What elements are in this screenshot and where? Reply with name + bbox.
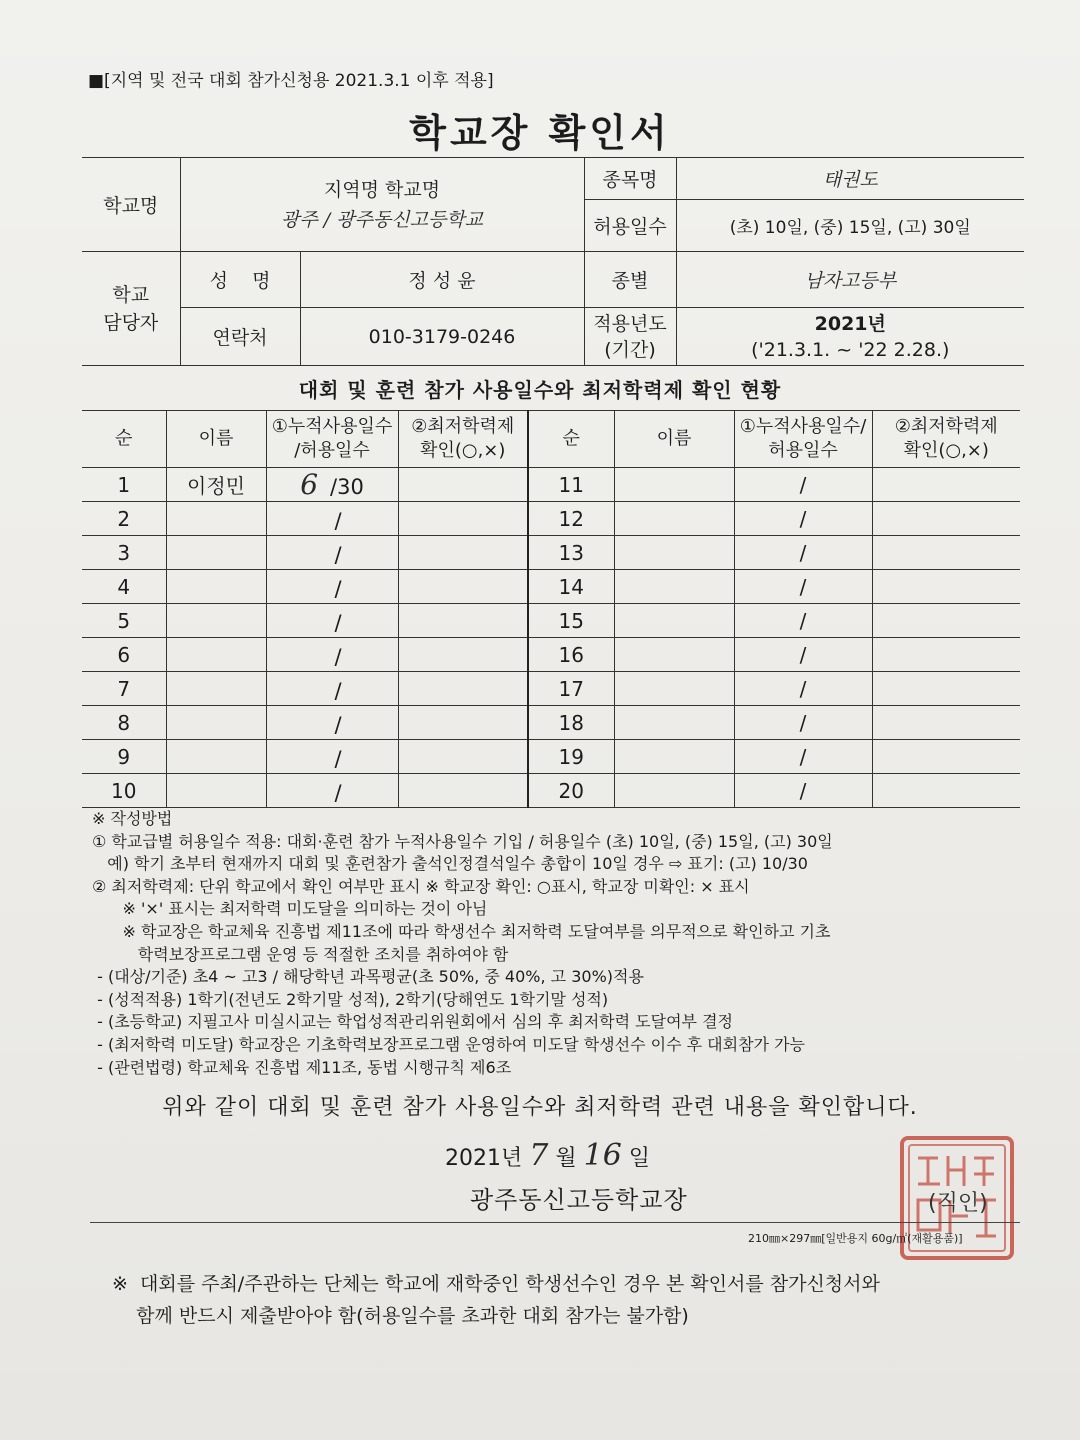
- row-days: [266, 706, 398, 740]
- table-row: [82, 638, 1020, 672]
- allowed-days-separator: /: [334, 543, 342, 567]
- row-name-right: [614, 502, 734, 536]
- row-days-right: /: [734, 468, 872, 502]
- seal-label: (직인): [928, 1191, 988, 1216]
- row-no-right: 14: [528, 570, 614, 604]
- confirm-text: 위와 같이 대회 및 훈련 참가 사용일수와 최저학력 관련 내용을 확인합니다.: [162, 1095, 918, 1120]
- paper-size-note: 210㎜×297㎜[일반용지 60g/㎡(재활용품)]: [748, 1232, 963, 1245]
- row-check-right: [872, 468, 1020, 502]
- name-value: 정 성 윤: [300, 252, 584, 308]
- table-row: [82, 672, 1020, 706]
- allowed-days-separator: /: [334, 679, 342, 703]
- sport-value: 태권도: [676, 158, 1024, 200]
- row-name-right: [614, 604, 734, 638]
- row-days-right: /: [734, 502, 872, 536]
- row-days: [266, 638, 398, 672]
- date-line: [445, 1138, 650, 1173]
- allowed-days-separator: /: [334, 611, 342, 635]
- row-no: 3: [82, 536, 166, 570]
- row-no: 10: [82, 774, 166, 808]
- date-day: 16: [583, 1138, 622, 1173]
- instructions: [92, 808, 1052, 1079]
- allowed-days-separator: /: [334, 509, 342, 533]
- instruction-line: ① 학교급별 허용일수 적용: 대회·훈련 참가 누적사용일수 기입 / 허용일수 (초) 10일, (중) 15일, (고) 30일: [92, 831, 833, 851]
- school-label: 학교명: [82, 158, 180, 252]
- instruction-line: - (초등학교) 지필고사 미실시교는 학업성적관리위원회에서 심의 후 최저학력 도달여부 결정: [92, 1012, 733, 1032]
- instruction-line: ※ '×' 표시는 최저학력 미도달을 의미하는 것이 아님: [92, 899, 488, 919]
- row-check-right: [872, 604, 1020, 638]
- section-title: 대회 및 훈련 참가 사용일수와 최저학력제 확인 현황: [298, 378, 782, 402]
- instruction-line: ※ 학교장은 학교체육 진흥법 제11조에 따라 학생선수 최저학력 도달여부를 의무적으로 확인하고 기초: [92, 921, 831, 941]
- allowed-days-separator: /: [334, 781, 342, 805]
- year-label: 적용년도 (기간): [584, 308, 676, 366]
- row-name: [166, 774, 266, 808]
- row-no-right: 13: [528, 536, 614, 570]
- table-row: [82, 604, 1020, 638]
- col-header-no: 순: [82, 411, 166, 468]
- school-value: 광주 / 광주동신고등학교: [280, 208, 484, 231]
- row-days-right: /: [734, 638, 872, 672]
- col-header-days: ①누적사용일수 /허용일수: [266, 411, 398, 468]
- row-days: [266, 570, 398, 604]
- row-days: [266, 740, 398, 774]
- row-name-right: [614, 740, 734, 774]
- row-name-right: [614, 536, 734, 570]
- allowed-days-separator: /30: [330, 475, 364, 499]
- row-days: [266, 672, 398, 706]
- col-header-name-right: 이름: [614, 411, 734, 468]
- allowed-days-separator: /: [334, 747, 342, 771]
- row-check: [398, 536, 528, 570]
- row-no-right: 20: [528, 774, 614, 808]
- manager-label: 학교 담당자: [82, 252, 180, 366]
- row-name-right: [614, 706, 734, 740]
- instruction-line: - (대상/기준) 초4 ~ 고3 / 해당학년 과목평균(초 50%, 중 40%, 고 30%)적용: [92, 967, 644, 987]
- row-no-right: 16: [528, 638, 614, 672]
- col-header-name: 이름: [166, 411, 266, 468]
- row-check: [398, 502, 528, 536]
- instruction-line: ② 최저학력제: 단위 학교에서 확인 여부만 표시 ※ 학교장 확인: ○표시, 학교장 미확인: × 표시: [92, 876, 750, 896]
- contact-value: 010-3179-0246: [300, 308, 584, 366]
- info-table: [82, 157, 1024, 366]
- row-days-right: /: [734, 740, 872, 774]
- row-check: [398, 672, 528, 706]
- row-name: [166, 502, 266, 536]
- category-label: 종별: [584, 252, 676, 308]
- row-check-right: [872, 740, 1020, 774]
- row-check-right: [872, 706, 1020, 740]
- footer-line: ※ 대회를 주최/주관하는 단체는 학교에 재학중인 학생선수인 경우 본 확인서를 참가신청서와: [112, 1273, 880, 1295]
- instruction-line: 학력보장프로그램 운영 등 적절한 조치를 취하여야 함: [92, 944, 509, 964]
- footer-note: [112, 1268, 1012, 1332]
- row-name-right: [614, 672, 734, 706]
- row-check: [398, 774, 528, 808]
- row-no: 1: [82, 468, 166, 502]
- page-title: 학교장 확인서: [409, 111, 671, 155]
- row-name: [166, 740, 266, 774]
- row-name: 이정민: [166, 468, 266, 502]
- col-header-check: ②최저학력제 확인(○,×): [398, 411, 528, 468]
- row-no: 4: [82, 570, 166, 604]
- row-days: [266, 502, 398, 536]
- footer-line: 함께 반드시 제출받아야 함(허용일수를 초과한 대회 참가는 불가함): [112, 1305, 689, 1327]
- contact-label: 연락처: [180, 308, 300, 366]
- row-days-right: /: [734, 536, 872, 570]
- table-row: [82, 502, 1020, 536]
- col-header-check-right: ②최저학력제 확인(○,×): [872, 411, 1020, 468]
- table-row: [82, 536, 1020, 570]
- row-no-right: 12: [528, 502, 614, 536]
- participant-table: [82, 410, 1020, 808]
- row-name-right: [614, 570, 734, 604]
- date-day-label: 일: [628, 1146, 651, 1171]
- row-check-right: [872, 774, 1020, 808]
- row-name: [166, 672, 266, 706]
- row-days-right: /: [734, 706, 872, 740]
- row-days-right: /: [734, 672, 872, 706]
- row-days: [266, 604, 398, 638]
- name-label: 성 명: [180, 252, 300, 308]
- sport-label: 종목명: [584, 158, 676, 200]
- row-no-right: 18: [528, 706, 614, 740]
- row-no: 6: [82, 638, 166, 672]
- instruction-line: - (관련법령) 학교체육 진흥법 제11조, 동법 시행규칙 제6조: [92, 1057, 512, 1077]
- used-days-value: 6: [300, 468, 319, 501]
- row-check: [398, 604, 528, 638]
- row-no: 8: [82, 706, 166, 740]
- table-row: [82, 706, 1020, 740]
- row-check-right: [872, 638, 1020, 672]
- instruction-line: - (최저학력 미도달) 학교장은 기초학력보장프로그램 운영하여 미도달 학생선수 이수 후 대회참가 가능: [92, 1034, 805, 1054]
- row-no-right: 15: [528, 604, 614, 638]
- row-name: [166, 570, 266, 604]
- principal-name: 광주동신고등학교장: [470, 1186, 688, 1214]
- instruction-line: - (성적적용) 1학기(전년도 2학기말 성적), 2학기(당해연도 1학기말 성적): [92, 989, 609, 1009]
- row-name: [166, 604, 266, 638]
- row-check-right: [872, 570, 1020, 604]
- row-no: 9: [82, 740, 166, 774]
- col-header-days-right: ①누적사용일수/ 허용일수: [734, 411, 872, 468]
- table-row: [82, 740, 1020, 774]
- allowed-days-separator: /: [334, 713, 342, 737]
- allowed-days-value: (초) 10일, (중) 15일, (고) 30일: [676, 200, 1024, 252]
- allowed-days-separator: /: [334, 645, 342, 669]
- row-days-right: /: [734, 774, 872, 808]
- row-name-right: [614, 774, 734, 808]
- date-month: 7: [529, 1138, 549, 1173]
- row-no: 5: [82, 604, 166, 638]
- row-days-right: /: [734, 570, 872, 604]
- row-check: [398, 570, 528, 604]
- row-days: [266, 536, 398, 570]
- school-cell: [180, 158, 584, 252]
- row-name: [166, 706, 266, 740]
- school-sub-label: 지역명 학교명: [323, 178, 441, 201]
- row-name: [166, 638, 266, 672]
- row-no: 7: [82, 672, 166, 706]
- header-note: ■[지역 및 전국 대회 참가신청용 2021.3.1 이후 적용]: [88, 71, 494, 91]
- row-days-right: /: [734, 604, 872, 638]
- row-no: 2: [82, 502, 166, 536]
- instruction-line: ※ 작성방법: [92, 809, 173, 828]
- divider-line: [90, 1222, 1020, 1223]
- row-check-right: [872, 672, 1020, 706]
- row-name-right: [614, 468, 734, 502]
- row-check: [398, 706, 528, 740]
- row-no-right: 19: [528, 740, 614, 774]
- period-value: ('21.3.1. ~ '22 2.28.): [751, 338, 950, 361]
- year-value: 2021년: [814, 312, 886, 335]
- category-value: 남자고등부: [676, 252, 1024, 308]
- row-check: [398, 468, 528, 502]
- row-check-right: [872, 536, 1020, 570]
- instruction-line: 예) 학기 초부터 현재까지 대회 및 훈련참가 출석인정결석일수 총합이 10일 경우 ⇨ 표기: (고) 10/30: [92, 854, 808, 874]
- date-month-label: 월: [555, 1146, 577, 1171]
- row-no-right: 11: [528, 468, 614, 502]
- row-days: [266, 774, 398, 808]
- row-check: [398, 740, 528, 774]
- row-check: [398, 638, 528, 672]
- allowed-days-label: 허용일수: [584, 200, 676, 252]
- row-days: [266, 468, 398, 502]
- table-header-row: [82, 411, 1020, 468]
- row-name: [166, 536, 266, 570]
- row-name-right: [614, 638, 734, 672]
- date-year: 2021년: [445, 1146, 523, 1171]
- row-no-right: 17: [528, 672, 614, 706]
- table-row: [82, 468, 1020, 502]
- col-header-no-right: 순: [528, 411, 614, 468]
- table-row: [82, 774, 1020, 808]
- table-row: [82, 570, 1020, 604]
- allowed-days-separator: /: [334, 577, 342, 601]
- year-cell: [676, 308, 1024, 366]
- row-check-right: [872, 502, 1020, 536]
